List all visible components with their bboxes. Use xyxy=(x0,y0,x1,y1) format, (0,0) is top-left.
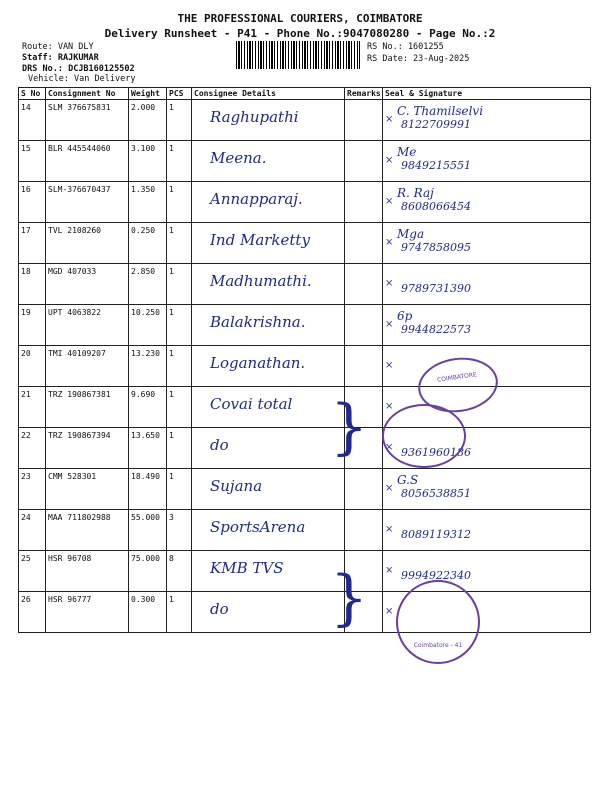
pieces-cell: 1 xyxy=(167,182,192,223)
weight-cell: 2.000 xyxy=(129,100,167,141)
consignee-cell xyxy=(192,551,345,592)
consignment-cell: HSR 96777 xyxy=(46,592,129,633)
signature-handwriting: Mga xyxy=(397,227,425,241)
consignee-cell xyxy=(192,100,345,141)
serial-cell: 26 xyxy=(19,592,46,633)
kmb-seal xyxy=(396,580,480,664)
remarks-cell xyxy=(345,346,383,387)
pieces-cell: 1 xyxy=(167,469,192,510)
column-header: PCS xyxy=(167,88,192,100)
weight-cell: 13.230 xyxy=(129,346,167,387)
pieces-cell: 1 xyxy=(167,305,192,346)
signature-phone: 9747858095 xyxy=(401,241,471,254)
consignee-cell xyxy=(192,592,345,633)
consignment-cell: CMM 528301 xyxy=(46,469,129,510)
consignee-handwriting: do xyxy=(210,436,229,454)
serial-cell: 20 xyxy=(19,346,46,387)
remarks-cell xyxy=(345,100,383,141)
consignee-cell xyxy=(192,428,345,469)
drs-label: DRS No.: xyxy=(22,64,63,74)
pieces-cell: 1 xyxy=(167,100,192,141)
tick-mark: × xyxy=(385,196,394,207)
page-subtitle: Delivery Runsheet - P41 - Phone No.:9047080280 - Page No.:2 xyxy=(104,27,496,40)
signature-phone: 9944822573 xyxy=(401,323,471,336)
consignment-cell: TMI 40109207 xyxy=(46,346,129,387)
weight-cell: 9.690 xyxy=(129,387,167,428)
table-row xyxy=(19,387,591,428)
tick-mark: × xyxy=(385,360,394,371)
pieces-cell: 1 xyxy=(167,592,192,633)
signature-handwriting: 6p xyxy=(397,309,413,323)
serial-cell: 16 xyxy=(19,182,46,223)
tick-mark: × xyxy=(385,155,394,166)
pieces-cell: 1 xyxy=(167,223,192,264)
signature-phone: 9361960186 xyxy=(401,446,471,459)
weight-cell: 0.300 xyxy=(129,592,167,633)
table-row xyxy=(19,141,591,182)
table-row xyxy=(19,428,591,469)
consignee-handwriting: KMB TVS xyxy=(210,559,284,577)
consignee-cell xyxy=(192,264,345,305)
signature-cell xyxy=(383,305,591,346)
consignee-cell xyxy=(192,346,345,387)
brace-21-22: } xyxy=(330,392,369,462)
signature-cell xyxy=(383,551,591,592)
signature-phone: 9994922340 xyxy=(401,569,471,582)
table-row xyxy=(19,346,591,387)
remarks-cell xyxy=(345,182,383,223)
consignee-cell xyxy=(192,305,345,346)
serial-cell: 22 xyxy=(19,428,46,469)
consignment-cell: BLR 445544060 xyxy=(46,141,129,182)
remarks-cell xyxy=(345,223,383,264)
runsheet-table xyxy=(18,87,591,633)
remarks-cell xyxy=(345,305,383,346)
consignee-handwriting: Sujana xyxy=(210,477,263,495)
signature-cell xyxy=(383,510,591,551)
consignment-cell: MAA 711802988 xyxy=(46,510,129,551)
signature-handwriting: G.S xyxy=(397,473,419,487)
pieces-cell: 1 xyxy=(167,264,192,305)
consignment-cell: TVL 2108260 xyxy=(46,223,129,264)
consignee-handwriting: Madhumathi. xyxy=(210,272,312,290)
kmb-seal-text: Coimbatore - 41 xyxy=(413,642,463,649)
tick-mark: × xyxy=(385,278,394,289)
column-header: Remarks xyxy=(345,88,383,100)
tick-mark: × xyxy=(385,401,394,412)
consignee-cell xyxy=(192,141,345,182)
signature-phone: 9789731390 xyxy=(401,282,471,295)
serial-cell: 25 xyxy=(19,551,46,592)
consignment-cell: SLM-376670437 xyxy=(46,182,129,223)
signature-handwriting: C. Thamilselvi xyxy=(397,104,484,118)
consignee-handwriting: do xyxy=(210,600,229,618)
table-header-row xyxy=(19,88,591,100)
weight-cell: 0.250 xyxy=(129,223,167,264)
serial-cell: 15 xyxy=(19,141,46,182)
consignment-cell: UPT 4063822 xyxy=(46,305,129,346)
serial-cell: 24 xyxy=(19,510,46,551)
consignee-cell xyxy=(192,182,345,223)
table-row xyxy=(19,592,591,633)
remarks-cell xyxy=(345,510,383,551)
table-row xyxy=(19,305,591,346)
tick-mark: × xyxy=(385,237,394,248)
weight-cell: 18.490 xyxy=(129,469,167,510)
serial-cell: 17 xyxy=(19,223,46,264)
brace-25-26: } xyxy=(330,563,369,633)
consignee-cell xyxy=(192,510,345,551)
consignee-handwriting: Raghupathi xyxy=(210,108,299,126)
tick-mark: × xyxy=(385,565,394,576)
consignment-cell: HSR 96708 xyxy=(46,551,129,592)
table-row xyxy=(19,182,591,223)
drs-value: DCJB160125502 xyxy=(68,64,135,74)
weight-cell: 10.250 xyxy=(129,305,167,346)
weight-cell: 3.100 xyxy=(129,141,167,182)
consignment-cell: SLM 376675831 xyxy=(46,100,129,141)
remarks-cell xyxy=(345,264,383,305)
column-header: Weight xyxy=(129,88,167,100)
table-row xyxy=(19,100,591,141)
signature-cell xyxy=(383,182,591,223)
signature-cell xyxy=(383,141,591,182)
signature-handwriting: R. Raj xyxy=(397,186,434,200)
tick-mark: × xyxy=(385,442,394,453)
table-row xyxy=(19,264,591,305)
barcode xyxy=(236,41,360,69)
tick-mark: × xyxy=(385,524,394,535)
weight-cell: 2.850 xyxy=(129,264,167,305)
consignee-handwriting: Ind Marketty xyxy=(210,231,310,249)
signature-phone: 8056538851 xyxy=(401,487,471,500)
remarks-cell xyxy=(345,141,383,182)
signature-handwriting: Me xyxy=(397,145,417,159)
consignee-handwriting: Covai total xyxy=(210,395,293,413)
serial-cell: 23 xyxy=(19,469,46,510)
consignee-handwriting: SportsArena xyxy=(210,518,306,536)
table-row xyxy=(19,469,591,510)
column-header: Consignment No xyxy=(46,88,129,100)
pieces-cell: 1 xyxy=(167,428,192,469)
pieces-cell: 8 xyxy=(167,551,192,592)
column-header: Seal & Signature xyxy=(383,88,591,100)
signature-phone: 8608066454 xyxy=(401,200,471,213)
consignee-handwriting: Balakrishna. xyxy=(210,313,306,331)
pieces-cell: 1 xyxy=(167,141,192,182)
table-row xyxy=(19,510,591,551)
tick-mark: × xyxy=(385,483,394,494)
consignee-cell xyxy=(192,223,345,264)
column-header: S No xyxy=(19,88,46,100)
tick-mark: × xyxy=(385,319,394,330)
table-row xyxy=(19,551,591,592)
signature-cell xyxy=(383,469,591,510)
signature-cell xyxy=(383,100,591,141)
route-info: Route: VAN DLY xyxy=(22,42,94,52)
pieces-cell: 1 xyxy=(167,346,192,387)
consignment-cell: TRZ 190867381 xyxy=(46,387,129,428)
signature-phone: 9849215551 xyxy=(401,159,471,172)
signature-cell xyxy=(383,223,591,264)
page-title: THE PROFESSIONAL COURIERS, COIMBATORE xyxy=(177,12,423,25)
vehicle-info: Vehicle: Van Delivery xyxy=(28,74,136,84)
serial-cell: 19 xyxy=(19,305,46,346)
consignee-handwriting: Loganathan. xyxy=(210,354,306,372)
signature-phone: 8089119312 xyxy=(401,528,471,541)
weight-cell: 13.650 xyxy=(129,428,167,469)
weight-cell: 55.000 xyxy=(129,510,167,551)
tick-mark: × xyxy=(385,114,394,125)
pieces-cell: 3 xyxy=(167,510,192,551)
pieces-cell: 1 xyxy=(167,387,192,428)
tick-mark: × xyxy=(385,606,394,617)
table-body xyxy=(19,100,591,633)
rs-number: RS No.: 1601255 xyxy=(367,42,444,52)
serial-cell: 14 xyxy=(19,100,46,141)
round-seal xyxy=(382,404,466,468)
consignee-handwriting: Annapparaj. xyxy=(210,190,303,208)
weight-cell: 75.000 xyxy=(129,551,167,592)
consignee-cell xyxy=(192,387,345,428)
consignee-handwriting: Meena. xyxy=(210,149,267,167)
rs-date: RS Date: 23-Aug-2025 xyxy=(367,54,470,64)
staff-value: RAJKUMAR xyxy=(57,53,99,63)
signature-phone: 8122709991 xyxy=(401,118,471,131)
remarks-cell xyxy=(345,469,383,510)
consignee-cell xyxy=(192,469,345,510)
company-stamp-text: COIMBATORE xyxy=(436,371,478,384)
serial-cell: 21 xyxy=(19,387,46,428)
signature-cell xyxy=(383,264,591,305)
staff-label: Staff: xyxy=(22,53,53,63)
column-header: Consignee Details xyxy=(192,88,345,100)
table-row xyxy=(19,223,591,264)
consignment-cell: TRZ 190867394 xyxy=(46,428,129,469)
weight-cell: 1.350 xyxy=(129,182,167,223)
serial-cell: 18 xyxy=(19,264,46,305)
consignment-cell: MGD 407033 xyxy=(46,264,129,305)
